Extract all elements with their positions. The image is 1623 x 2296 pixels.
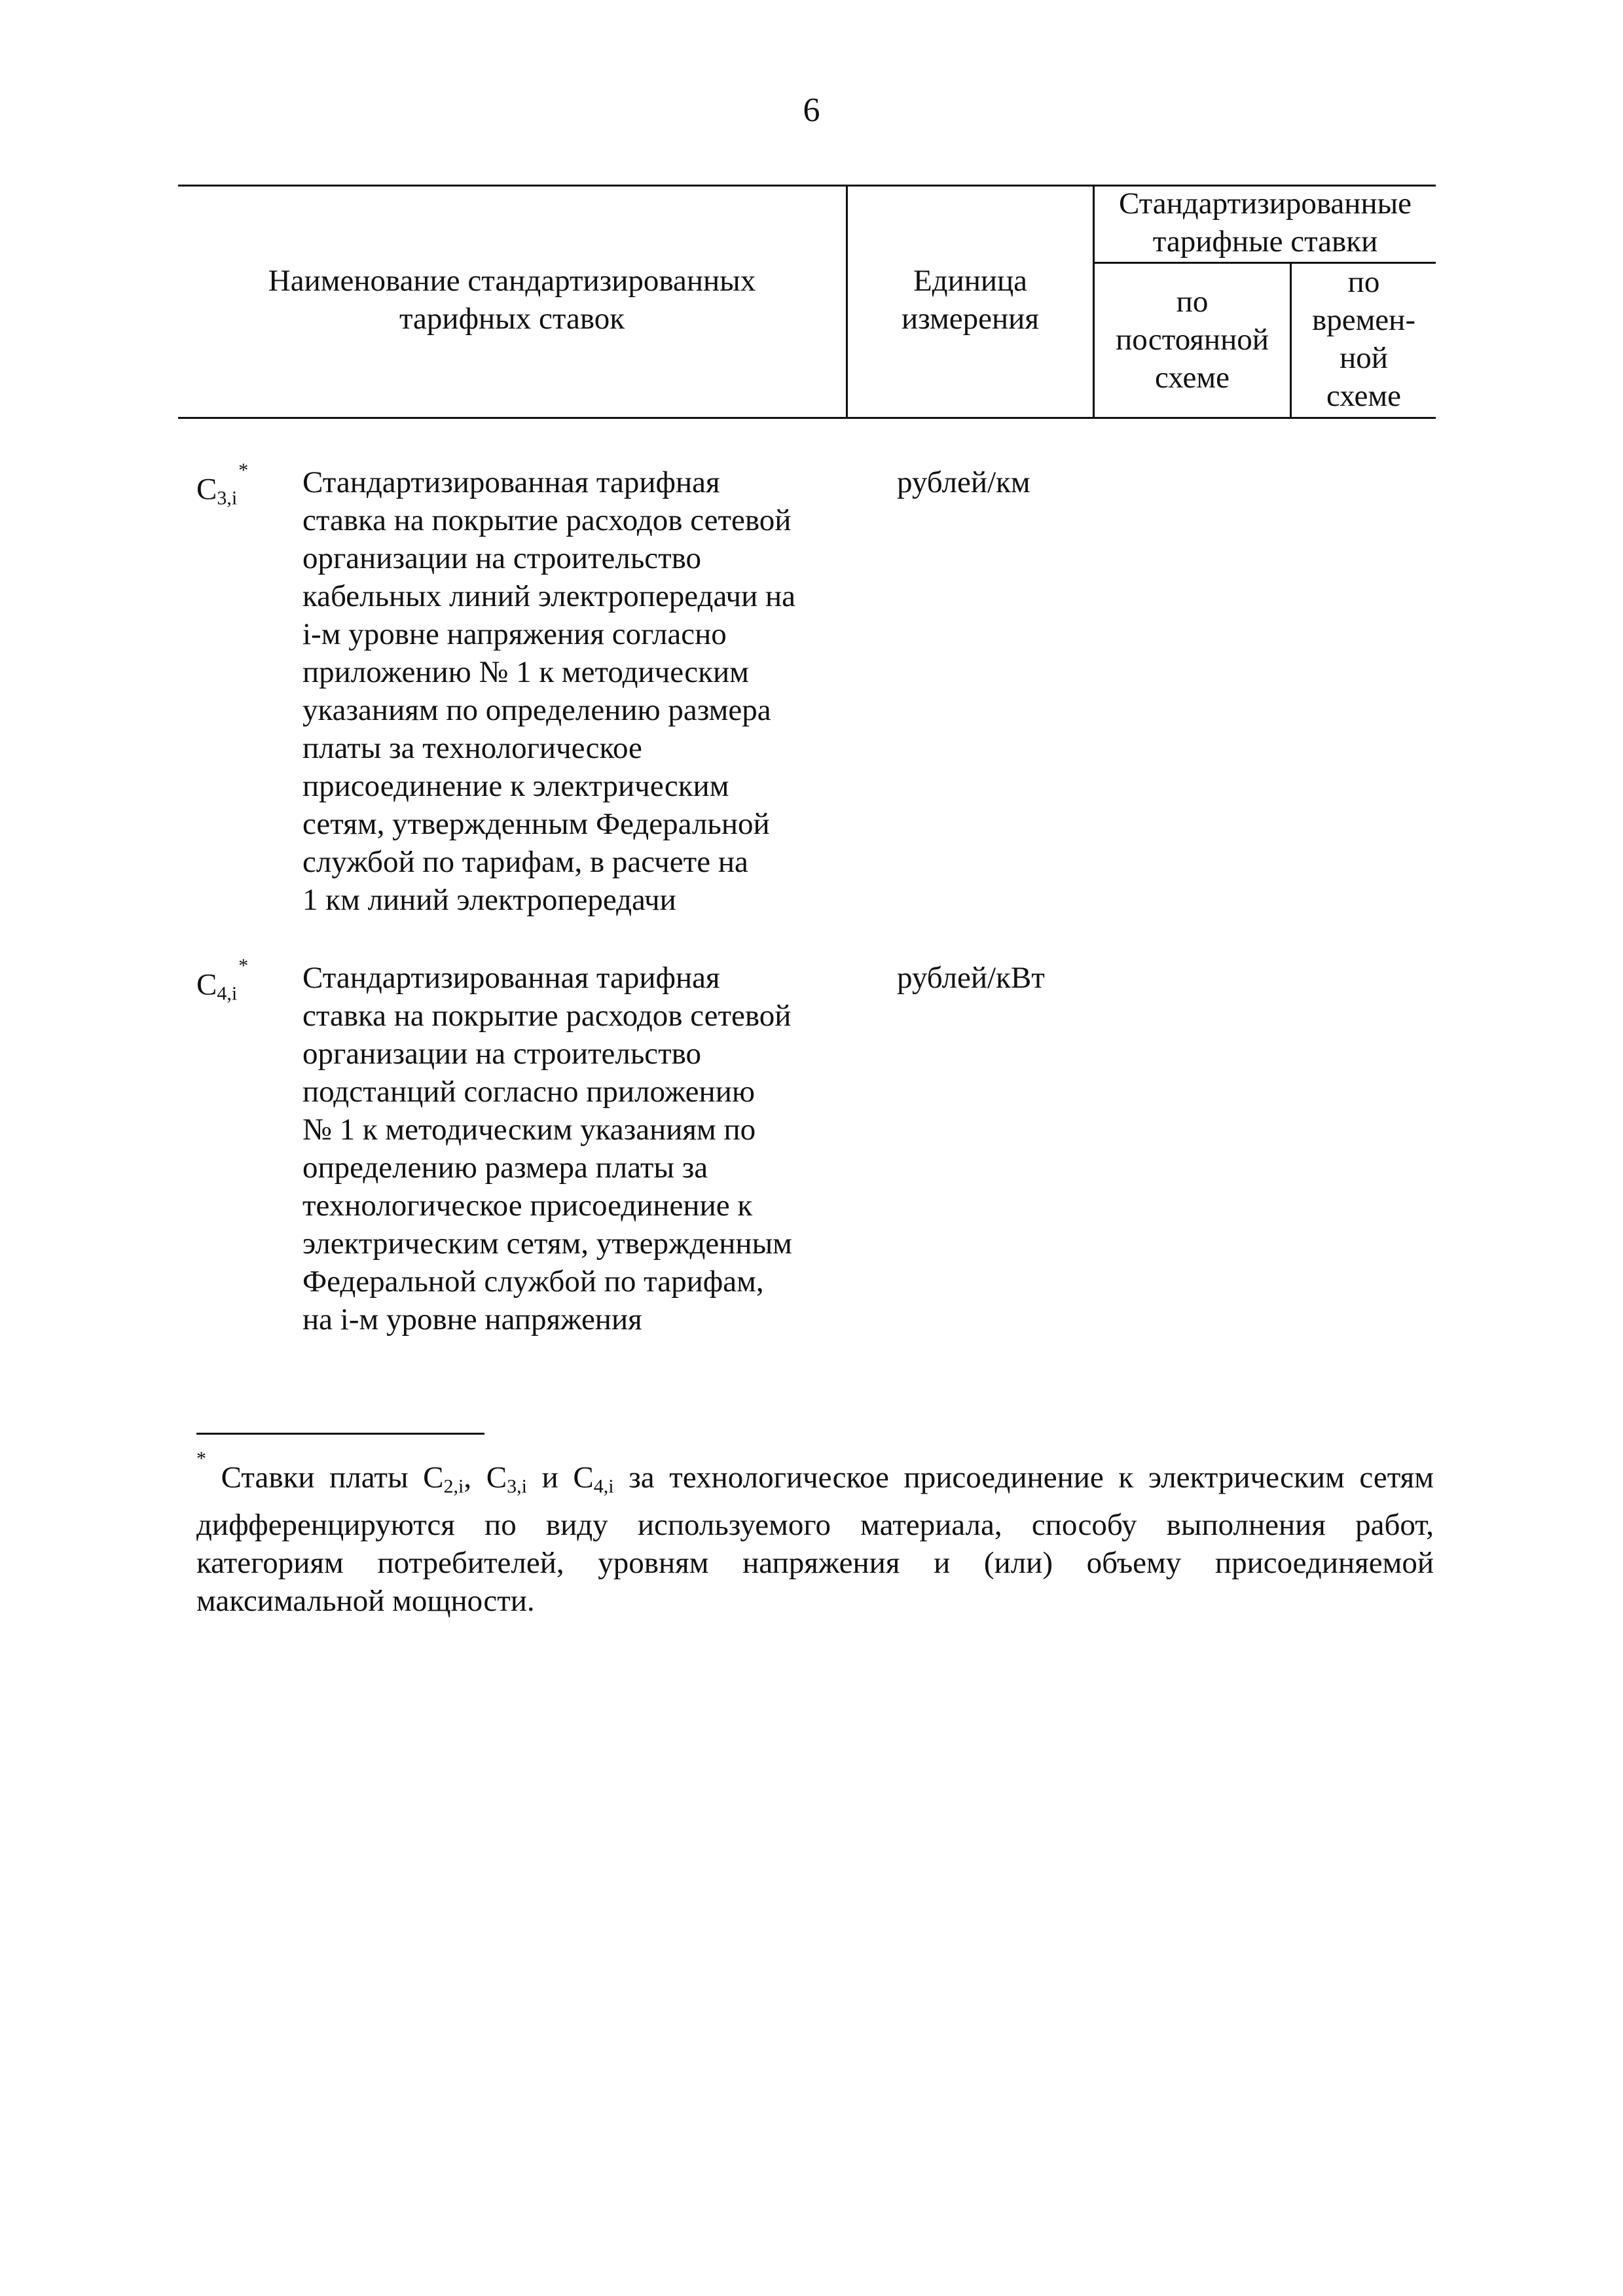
rate-code: $C_{4,i}^*$	[196, 955, 249, 1005]
rate-unit: рублей/кВт	[897, 961, 1045, 995]
header-bottom-rule	[178, 417, 1436, 419]
header-name: Наименование стандартизированных тарифных ставок	[268, 264, 756, 336]
table-header	[178, 185, 1436, 419]
rate-description: Стандартизированная тарифная ставка на покрытие расходов сетевой организации на строительство кабельных линий электропередачи на i-м уровне напряжения согласно приложению № 1 к методическим указаниям по определению размера платы за технологическое присоединение к электрическим сетям, утвержденным Федеральной службой по тарифам, в расчете на 1 км линий электропередачи	[302, 465, 795, 917]
rate-description: Стандартизированная тарифная ставка на покрытие расходов сетевой организации на строительство подстанций согласно приложению № 1 к методическим указаниям по определению размера платы за технологическое присоединение к электрическим сетям, утвержденным Федеральной службой по тарифам, на i-м уровне напряжения	[302, 961, 792, 1336]
page-number: 6	[803, 92, 820, 129]
footnote-line-1: * Ставки платы $C_{2,i}$, $C_{3,i}$ и $C_{4,i}$ за технологическое присоединение к электрическим сетям	[196, 1448, 1434, 1498]
footnote-separator	[196, 1433, 484, 1435]
rate-unit: рублей/км	[897, 465, 1030, 499]
header-unit: Единица измерения	[902, 264, 1039, 336]
header-permanent: по постоянной схеме	[1116, 285, 1269, 395]
rate-code: $C_{3,i}^*$	[196, 459, 249, 509]
footnote-line-4: максимальной мощности.	[196, 1583, 535, 1618]
header-temporary: по времен- ной схеме	[1312, 265, 1415, 413]
footnote-line-3: категориям потребителей, уровням напряжения и (или) объему присоединяемой	[196, 1545, 1434, 1580]
header-rates: Стандартизированные тарифные ставки	[1118, 187, 1412, 259]
footnote-line-2: дифференцируются по виду используемого материала, способу выполнения работ,	[196, 1507, 1434, 1542]
footnote	[196, 1448, 1434, 1620]
